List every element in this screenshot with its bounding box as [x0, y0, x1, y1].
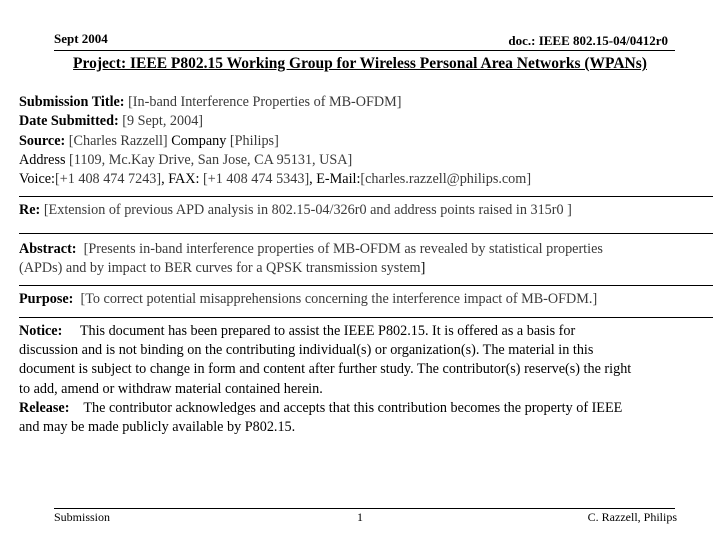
abstract-value-2: (APDs) and by impact to BER curves for a QPSK transmission system: [19, 260, 421, 277]
source-label: Source:: [19, 132, 66, 149]
abstract-close-bracket: ]: [420, 260, 426, 277]
abstract-label: Abstract:: [19, 240, 77, 257]
notice-label: Notice:: [19, 322, 63, 339]
address-label: Address: [19, 151, 66, 168]
submission-title-line: [19, 93, 713, 112]
header-doc-id: doc.: IEEE 802.15-04/0412r0: [508, 33, 668, 48]
source-line: [19, 132, 713, 151]
divider-2: [19, 233, 713, 234]
notice-line-4: to add, amend or withdraw material contained herein.: [19, 380, 323, 397]
divider-4: [19, 317, 713, 318]
notice-line-3: document is subject to change in form and content after further study. The contributor(s) reserve(s) the right: [19, 361, 632, 378]
submission-title-label: Submission Title:: [19, 94, 125, 110]
re-line: [19, 201, 713, 220]
footer-page-number: 1: [357, 510, 363, 524]
notice-line-2: discussion and is not binding on the contributing individual(s) or organization(s). The material in this: [19, 341, 594, 358]
address-line: [19, 151, 713, 170]
divider-1: [19, 196, 713, 197]
company-value: [Philips]: [229, 132, 279, 149]
footer-divider: [54, 508, 675, 509]
purpose-label: Purpose:: [19, 291, 74, 308]
footer-submission: Submission: [54, 510, 111, 524]
company-label: Company: [171, 132, 227, 149]
date-submitted-line: [19, 112, 713, 131]
re-label: Re:: [19, 202, 41, 219]
abstract-line-2: [19, 259, 713, 278]
notice-text-1: This document has been prepared to assist the IEEE P802.15. It is offered as a basis for: [79, 322, 576, 339]
date-submitted-label: Date Submitted:: [19, 113, 119, 130]
release-label: Release:: [19, 399, 70, 416]
release-text-1: The contributor acknowledges and accepts that this contribution becomes the property of IEEE: [83, 399, 623, 416]
abstract-value-1: [Presents in-band interference properties of MB-OFDM as revealed by statistical properties: [83, 240, 603, 257]
release-line-1: [19, 399, 713, 418]
purpose-line: [19, 290, 713, 309]
abstract-line-1: [19, 240, 713, 259]
email-label: E-Mail:: [316, 171, 361, 188]
header-date: Sept 2004: [54, 31, 108, 46]
date-submitted-value: [9 Sept, 2004]: [122, 113, 204, 130]
purpose-value: [To correct potential misapprehensions concerning the interference impact of MB-OFDM.]: [80, 291, 598, 308]
fax-value: [+1 408 474 5343]: [203, 171, 310, 188]
submission-title-value: [In-band Interference Properties of MB-OFDM]: [128, 94, 402, 110]
notice-line-1: [19, 322, 713, 341]
release-line-2: and may be made publicly available by P802.15.: [19, 419, 296, 436]
source-name: [Charles Razzell]: [68, 132, 168, 149]
page-title: Project: IEEE P802.15 Working Group for Wireless Personal Area Networks (WPANs): [73, 55, 647, 72]
divider-3: [19, 285, 713, 286]
email-value: [charles.razzell@philips.com]: [360, 171, 532, 188]
re-value: [Extension of previous APD analysis in 802.15-04/326r0 and address points raised in 315r0 ]: [43, 202, 572, 219]
fax-label: FAX:: [168, 171, 200, 188]
voice-label: Voice:: [19, 171, 55, 188]
header-divider: [54, 50, 675, 51]
contact-line: Voice:[+1 408 474 7243], FAX: [+1 408 474 5343], E-Mail:[charles.razzell@philips.com]: [19, 171, 532, 188]
address-value: [1109, Mc.Kay Drive, San Jose, CA 95131, USA]: [69, 151, 353, 168]
voice-value: [+1 408 474 7243]: [55, 171, 162, 188]
footer-author: C. Razzell, Philips: [587, 510, 677, 524]
slide-body: [19, 93, 713, 437]
